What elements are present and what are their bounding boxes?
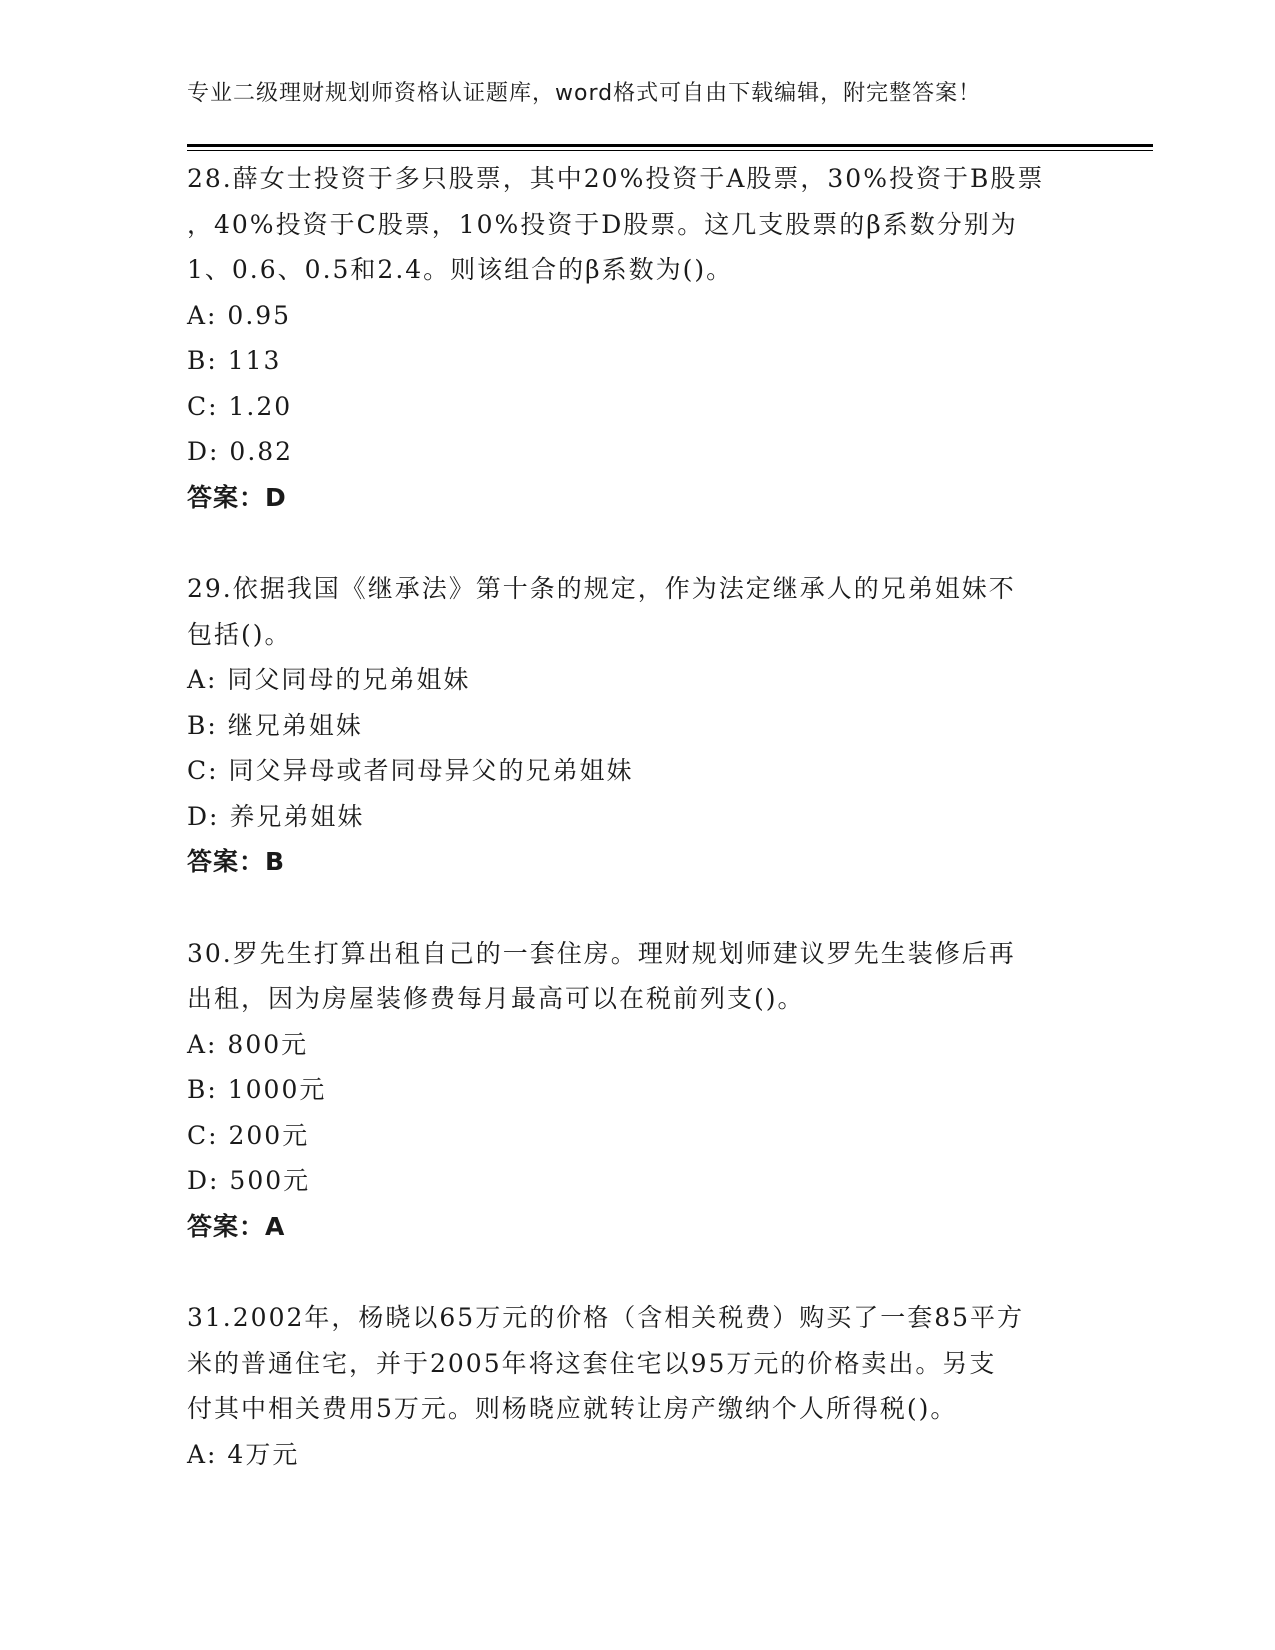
option-b: B: 113 xyxy=(187,346,282,375)
question-stem-line: 30.罗先生打算出租自己的一套住房。理财规划师建议罗先生装修后再 xyxy=(187,938,1016,968)
question-stem-line: 28.薛女士投资于多只股票，其中20%投资于A股票，30%投资于B股票 xyxy=(187,164,1045,193)
header-rule-thick xyxy=(187,144,1153,147)
option-d: D: 0.82 xyxy=(187,437,294,466)
question-31 xyxy=(187,1295,1087,1477)
option-b: B: 1000元 xyxy=(187,1075,327,1104)
question-stem-line: 米的普通住宅，并于2005年将这套住宅以95万元的价格卖出。另支 xyxy=(187,1348,997,1378)
header-rule-thin xyxy=(187,150,1153,151)
option-b: B: 继兄弟姐妹 xyxy=(187,710,363,740)
option-a: A: 800元 xyxy=(187,1029,309,1059)
option-a: A: 0.95 xyxy=(187,300,292,330)
question-stem-line: 包括()。 xyxy=(187,619,292,649)
answer-label: 答案：D xyxy=(187,482,287,512)
question-stem-line: 29.依据我国《继承法》第十条的规定，作为法定继承人的兄弟姐妹不 xyxy=(187,574,1016,603)
option-d: D: 养兄弟姐妹 xyxy=(187,801,365,831)
question-stem-line: 出租，因为房屋装修费每月最高可以在税前列支()。 xyxy=(187,984,805,1013)
answer-label: 答案：B xyxy=(187,847,286,876)
question-list xyxy=(187,156,1087,1523)
question-stem-line: 31.2002年，杨晓以65万元的价格（含相关税费）购买了一套85平方 xyxy=(187,1303,1025,1332)
option-d: D: 500元 xyxy=(187,1166,311,1195)
option-a: A: 4万元 xyxy=(187,1439,300,1469)
question-stem-line: ，40%投资于C股票，10%投资于D股票。这几支股票的β系数分别为 xyxy=(187,209,1018,239)
page-header: 专业二级理财规划师资格认证题库，word格式可自由下载编辑，附完整答案！ xyxy=(187,81,982,106)
option-c: C: 同父异母或者同母异父的兄弟姐妹 xyxy=(187,756,634,785)
question-30 xyxy=(187,931,1087,1250)
question-28 xyxy=(187,156,1087,520)
option-c: C: 1.20 xyxy=(187,391,293,421)
option-c: C: 200元 xyxy=(187,1120,310,1150)
question-29 xyxy=(187,566,1087,885)
question-stem-line: 付其中相关费用5万元。则杨晓应就转让房产缴纳个人所得税()。 xyxy=(187,1394,958,1423)
question-stem-line: 1、0.6、0.5和2.4。则该组合的β系数为()。 xyxy=(187,255,734,284)
answer-label: 答案：A xyxy=(187,1211,286,1241)
option-a: A: 同父同母的兄弟姐妹 xyxy=(187,665,471,694)
